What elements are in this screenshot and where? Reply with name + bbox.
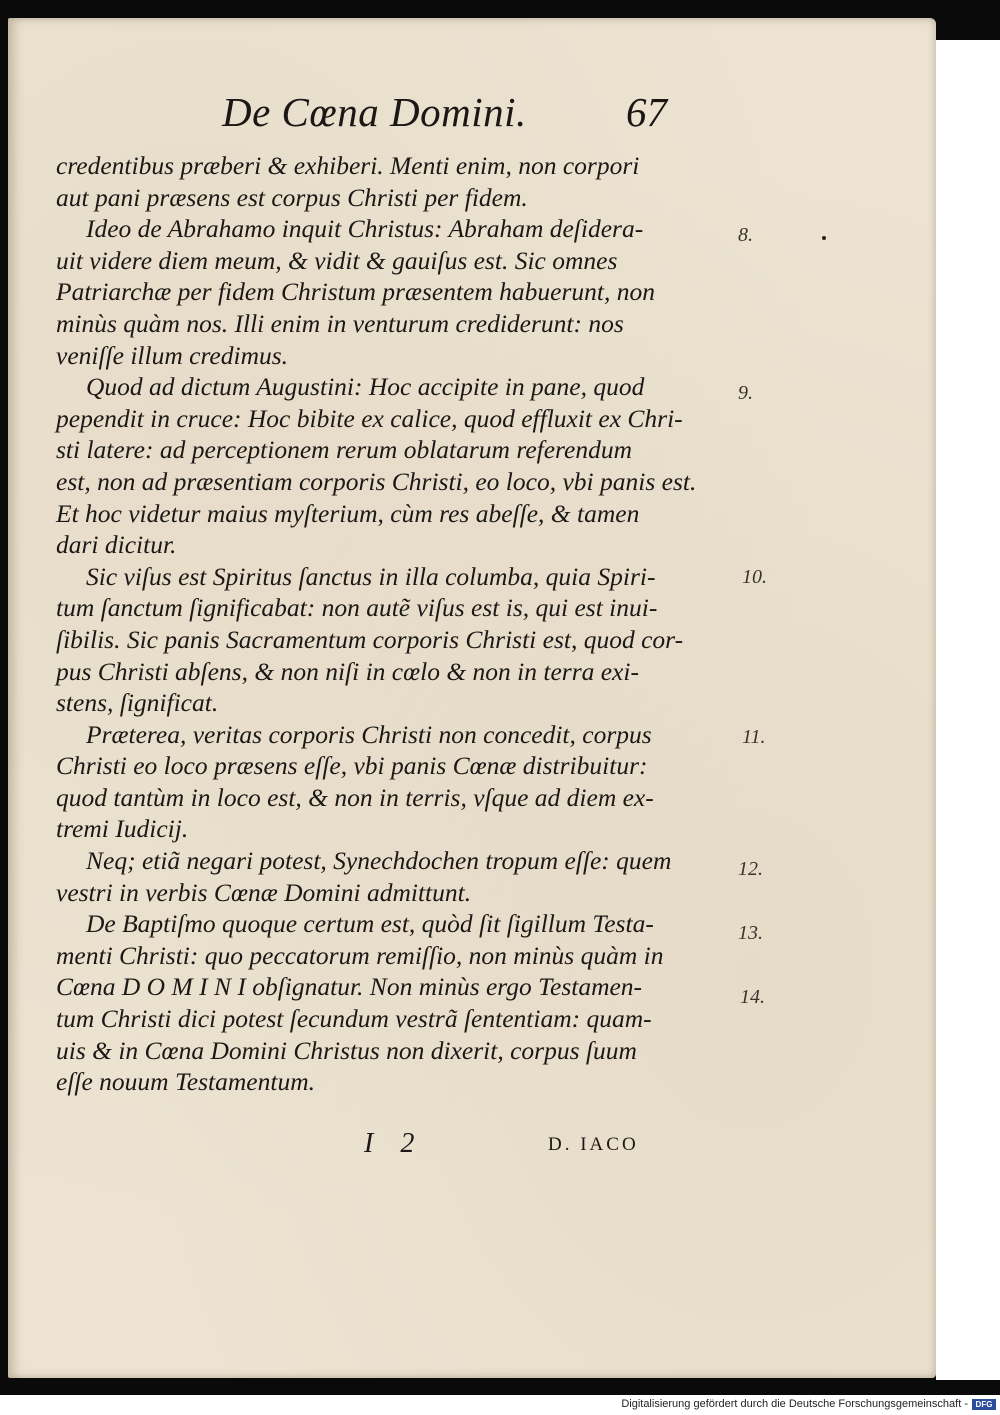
text-line: eſſe nouum Testamentum. (56, 1067, 315, 1097)
text-line: menti Christi: quo peccatorum remiſſio, non minùs quàm in (56, 940, 664, 970)
text-line: Christi eo loco præsens eſſe, vbi panis Cœnæ distribuitur: (56, 751, 648, 781)
running-head-title: De Cœna Domini. (222, 89, 527, 135)
text-line: veniſſe illum credimus. (56, 340, 289, 370)
text-line: uit videre diem meum, & vidit & gauiſus est. Sic omnes (56, 245, 618, 275)
body-text (56, 150, 697, 1098)
text-line: Patriarchæ per fidem Christum præsentem habuerunt, non (56, 277, 656, 307)
text-line: Neq; etiã negari potest, Synechdochen tropum eſſe: quem (86, 846, 672, 876)
margin-number: 13. (738, 922, 763, 944)
margin-number: 11. (742, 726, 766, 748)
text-line: quod tantùm in loco est, & non in terris, vſque ad diem ex- (56, 782, 654, 812)
scan-right-margin (936, 40, 1000, 1380)
dfg-logo-icon: DFG (972, 1399, 996, 1410)
text-line: vestri in verbis Cœnæ Domini admittunt. (56, 877, 472, 907)
text-line: uis & in Cœna Domini Christus non dixerit, corpus ſuum (56, 1035, 637, 1065)
ink-speck (822, 236, 826, 240)
text-line: aut pani præsens est corpus Christi per fidem. (56, 182, 528, 212)
catchword: D. IACO (548, 1134, 639, 1155)
text-line: Ideo de Abrahamo inquit Christus: Abraham deſidera- (86, 214, 644, 244)
text-line: Sic viſus est Spiritus ſanctus in illa columba, quia Spiri- (86, 561, 656, 591)
signature-mark: I 2 (364, 1128, 425, 1159)
text-line: sti latere: ad perceptionem rerum oblatarum referendum (56, 435, 633, 465)
text-line: minùs quàm nos. Illi enim in venturum crediderunt: nos (56, 308, 624, 338)
text-line: est, non ad præsentiam corporis Christi, eo loco, vbi panis est. (56, 466, 697, 496)
footer-credit (621, 1398, 996, 1410)
text-line: Et hoc videtur maius myſterium, cùm res abeſſe, & tamen (56, 498, 640, 528)
text-line: pependit in cruce: Hoc bibite ex calice, quod effluxit ex Chri- (56, 403, 683, 433)
text-line: Præterea, veritas corporis Christi non concedit, corpus (86, 719, 652, 749)
text-line: tremi Iudicij. (56, 814, 189, 844)
text-line: credentibus præberi & exhiberi. Menti enim, non corpori (56, 151, 640, 180)
text-line: ſibilis. Sic panis Sacramentum corporis Christi est, quod cor- (56, 624, 684, 654)
footer-text: Digitalisierung gefördert durch die Deutsche Forschungsgemeinschaft - (621, 1398, 968, 1410)
text-line: Cœna D O M I N I obſignatur. Non minùs ergo Testamen- (56, 972, 643, 1002)
margin-number: 12. (738, 858, 763, 880)
text-line: tum Christi dici potest ſecundum vestrã ſententiam: quam- (56, 1004, 652, 1034)
text-line: Quod ad dictum Augustini: Hoc accipite in pane, quod (86, 372, 645, 402)
margin-number: 10. (742, 566, 767, 588)
margin-number: 9. (738, 382, 753, 404)
text-line: pus Christi abſens, & non niſi in cœlo & non in terra exi- (56, 656, 639, 686)
text-line: dari dicitur. (56, 530, 177, 560)
margin-number: 8. (738, 224, 753, 246)
text-line: tum ſanctum ſignificabat: non autẽ viſus est is, qui est inui- (56, 593, 658, 623)
text-line: stens, ſignificat. (56, 688, 219, 718)
margin-number: 14. (740, 986, 765, 1008)
page-number: 67 (626, 89, 667, 135)
text-line: De Baptiſmo quoque certum est, quòd ſit ſigillum Testa- (86, 909, 654, 939)
